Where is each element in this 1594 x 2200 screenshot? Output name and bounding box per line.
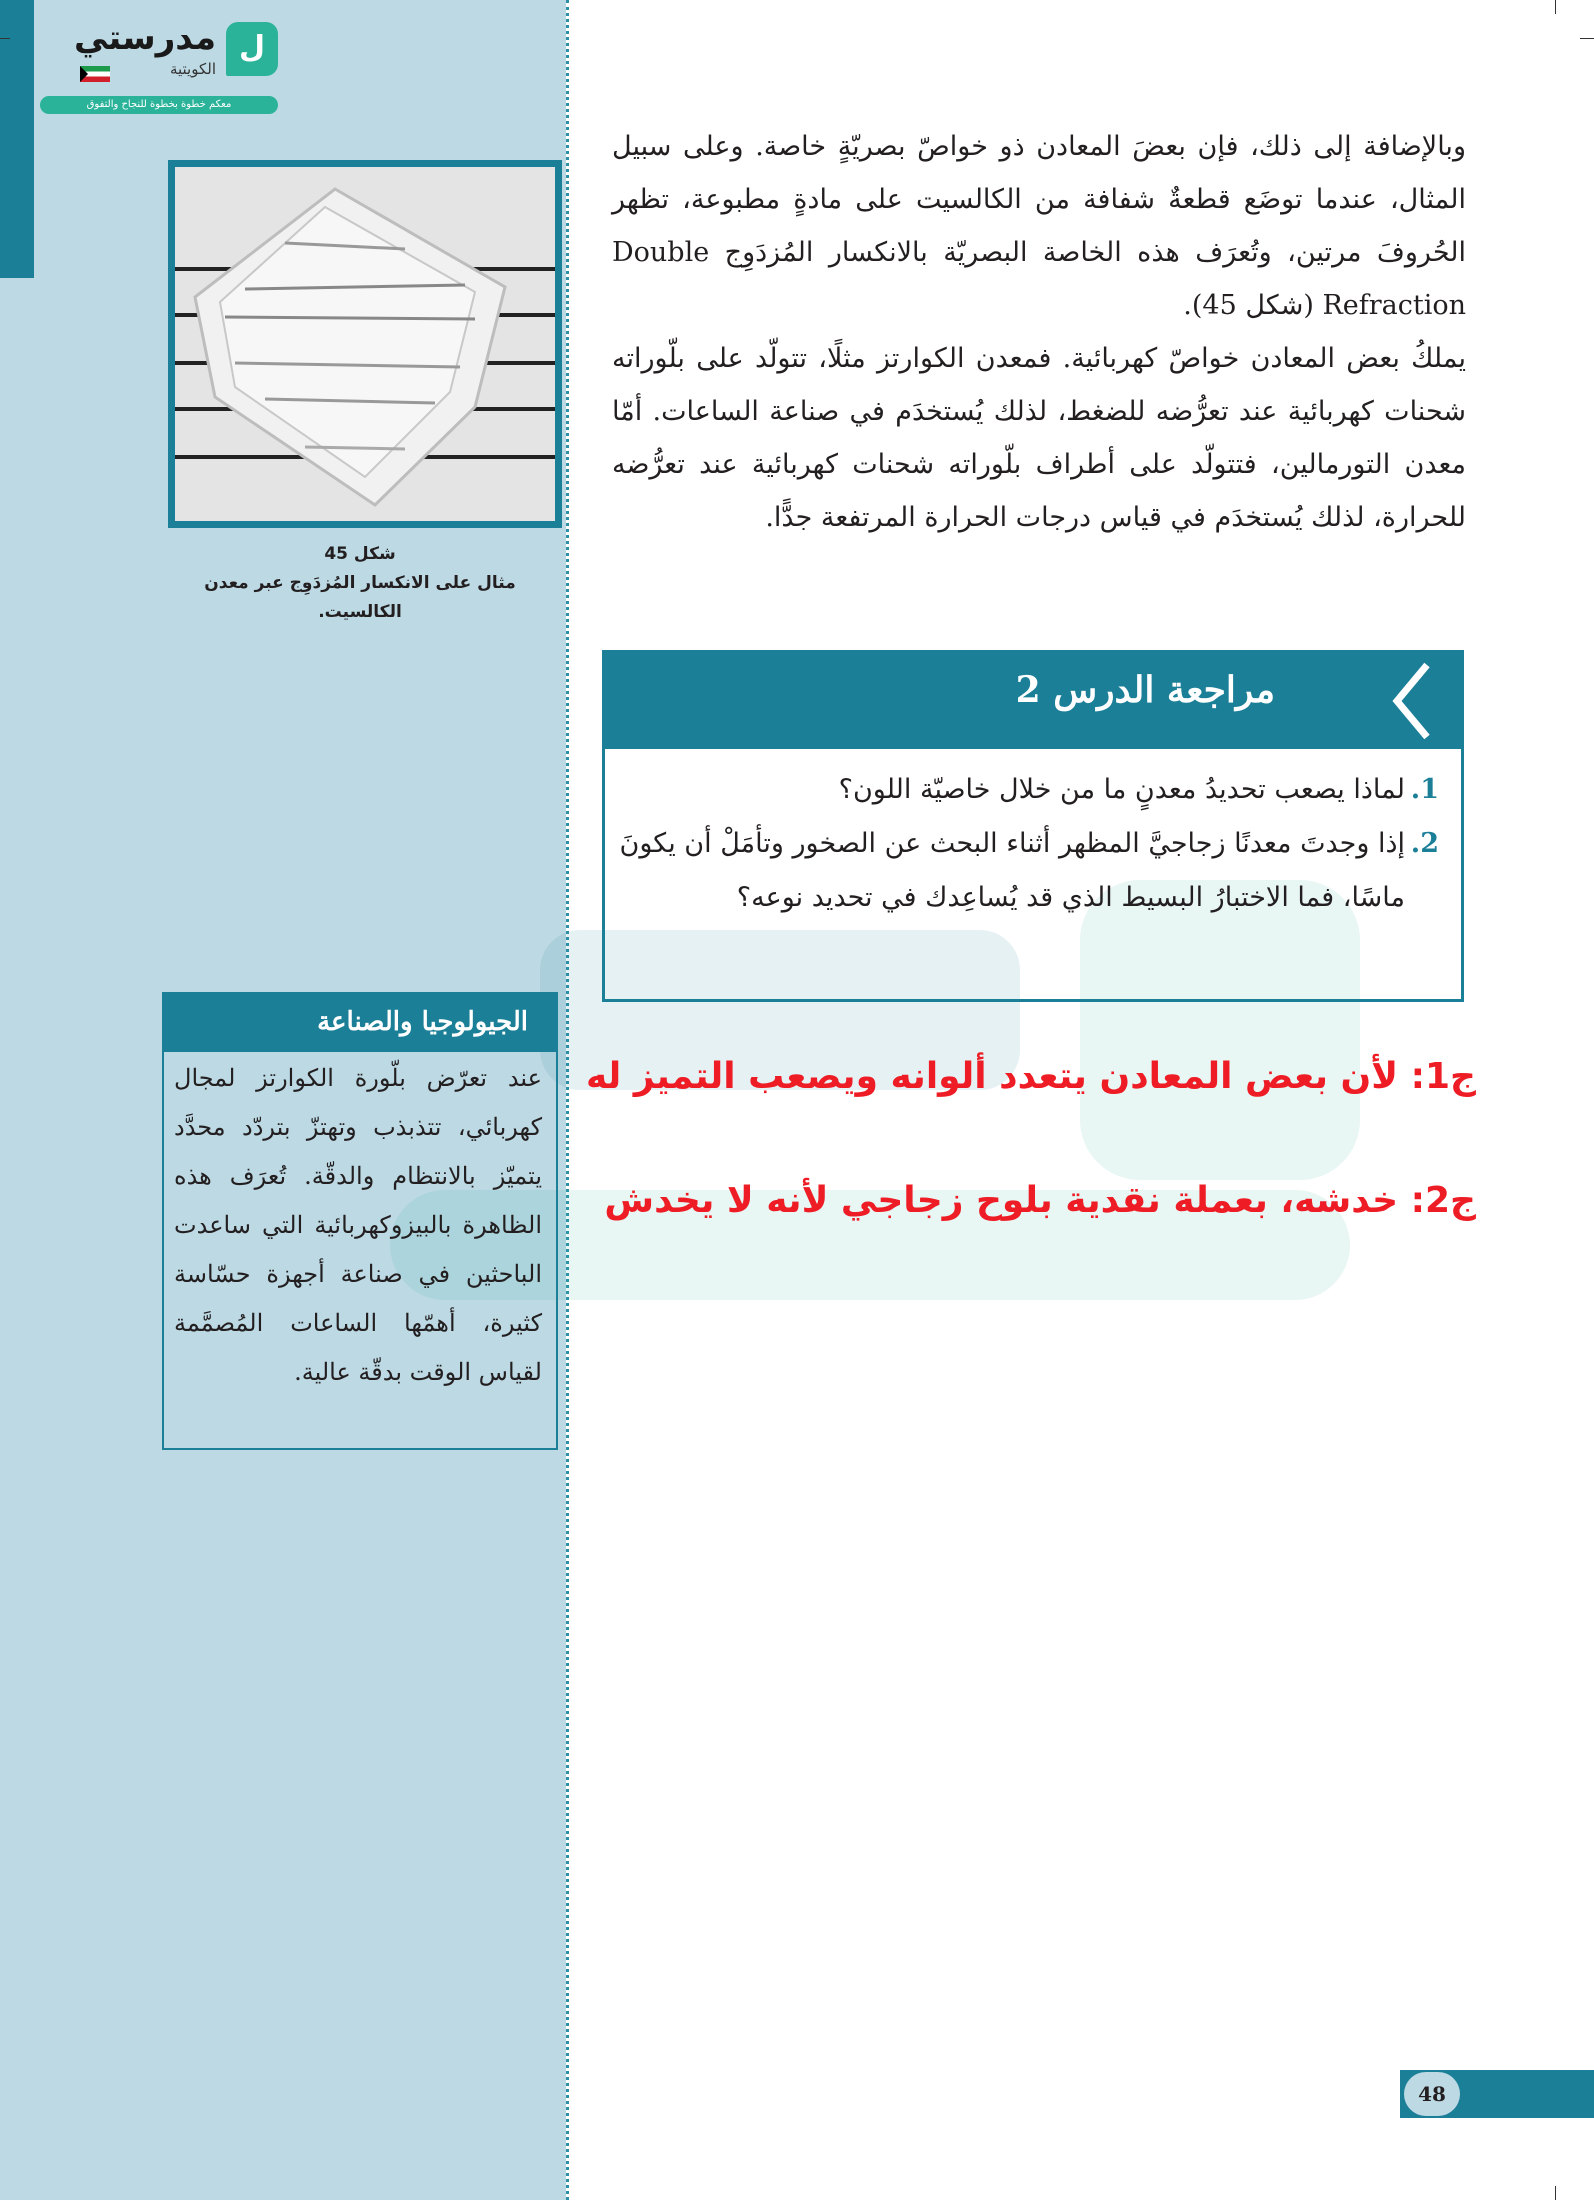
question-number: 1. [1410, 774, 1439, 805]
question-text: لماذا يصعب تحديدُ معدنٍ ما من خلال خاصيّة اللون؟ [838, 774, 1405, 805]
review-questions [619, 763, 1439, 925]
crop-mark [1580, 38, 1594, 39]
crop-mark [1555, 2186, 1556, 2200]
logo-slogan: معكم خطوة بخطوة للنجاح والتفوق [40, 96, 278, 114]
figure-number: شكل 45 [324, 544, 396, 564]
logo-subtitle: الكويتية [169, 60, 216, 78]
question-text: إذا وجدتَ معدنًا زجاجيَّ المظهر أثناء البحث عن الصخور وتأمَلْ أن يكونَ ماسًا، فما الاختبارُ البسيط الذي قد يُساعِدك في تحديد نوعه؟ [619, 828, 1405, 913]
answer-2: ج2: خدشه، بعملة نقدية بلوح زجاجي لأنه لا يخدش [604, 1180, 1476, 1221]
main-body-text [612, 120, 1466, 544]
figure-caption-line2: الكالسيت. [318, 602, 402, 622]
calcite-photo [168, 160, 562, 528]
logo-title: مدرستي [74, 18, 216, 58]
chevron-left-icon [1391, 661, 1431, 741]
kuwait-flag-icon [80, 66, 110, 82]
review-title: مراجعة الدرس 2 [1015, 669, 1275, 711]
crop-mark [0, 38, 10, 39]
page-number: 48 [1404, 2072, 1460, 2116]
review-question [619, 817, 1439, 925]
review-question [619, 763, 1439, 817]
lesson-review-box [602, 650, 1464, 1002]
crop-mark [1555, 0, 1556, 14]
logo-mark-icon: ل [226, 22, 278, 76]
sidebar-dotted-divider [566, 0, 569, 2200]
paragraph-double-refraction: وبالإضافة إلى ذلك، فإن بعضَ المعادن ذو خواصّ بصريّةٍ خاصة. وعلى سبيل المثال، عندما توضَع قطعةٌ شفافة من الكالسيت على مادةٍ مطبوعة، تظهر الحُروفَ مرتين، وتُعرَف هذه الخاصة البصريّة بالانكسار المُزدَوِج Double Refraction (شكل 45). [612, 131, 1466, 321]
figure-caption [190, 540, 530, 627]
answer-1: ج1: لأن بعض المعادن يتعدد ألوانه ويصعب التميز له [585, 1056, 1476, 1097]
question-number: 2. [1410, 828, 1439, 859]
figure-caption-line1: مثال على الانكسار المُزدَوِج عبر معدن [204, 573, 516, 593]
school-logo [40, 18, 280, 122]
geology-industry-box [162, 992, 558, 1450]
review-header [605, 653, 1461, 749]
geology-box-text: عند تعرّض بلّورة الكوارتز لمجال كهربائي، تتذبذب وتهتزّ بتردّد محدَّد يتميّز بالانتظام والدقّة. تُعرَف هذه الظاهرة بالبيزوكهربائية التي ساعدت الباحثين في صناعة أجهزة حسّاسة كثيرة، أهمّها الساعات المُصمَّمة لقياس الوقت بدقّة عالية. [174, 1064, 542, 1386]
paragraph-electrical-properties: يملكُ بعض المعادن خواصّ كهربائية. فمعدن الكوارتز مثلًا، تتولّد على بلّوراته شحنات كهربائية عند تعرُّضه للضغط، لذلك يُستخدَم في صناعة الساعات. أمّا معدن التورمالين، فتتولّد على أطراف بلّوراته شحنات كهربائية عند تعرُّضه للحرارة، لذلك يُستخدَم في قياس درجات الحرارة المرتفعة جدًّا. [612, 343, 1466, 533]
top-color-tab [0, 0, 34, 278]
geology-box-title: الجيولوجيا والصناعة [164, 994, 556, 1052]
